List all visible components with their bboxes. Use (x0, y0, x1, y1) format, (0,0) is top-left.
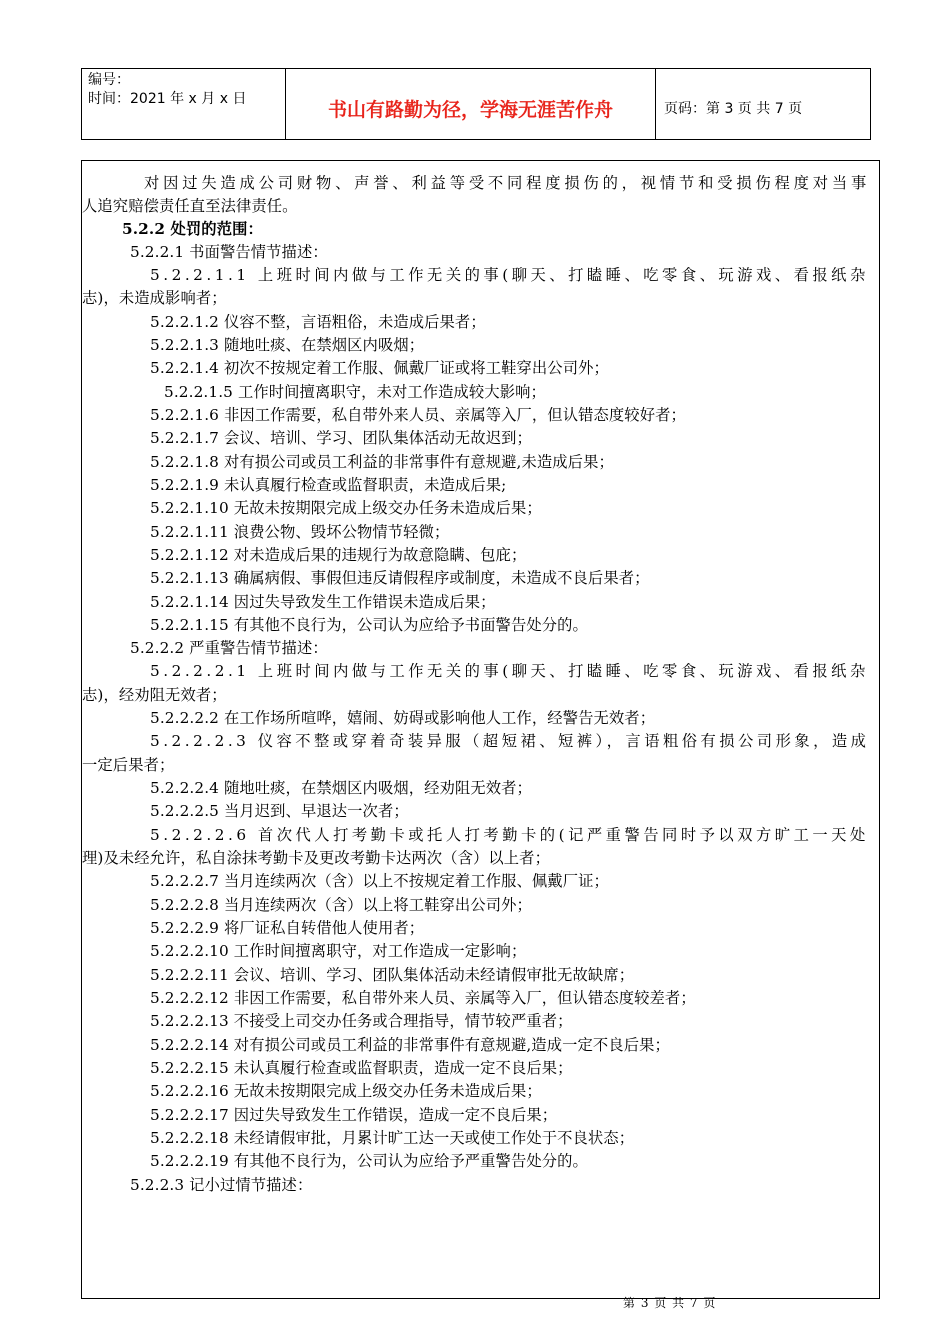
paragraph-line: 5.2.2.1 书面警告情节描述： (130, 243, 328, 261)
paragraph-line: 5.2.2.1.4 初次不按规定着工作服、佩戴厂证或将工鞋穿出公司外； (150, 359, 609, 377)
paragraph-line: 5.2.2.2.15 未认真履行检查或监督职责，造成一定不良后果； (150, 1059, 573, 1077)
document-number-label: 编号： (88, 72, 130, 88)
paragraph-line: 5.2.2.1.12 对未造成后果的违规行为故意隐瞒、包庇； (150, 546, 527, 564)
paragraph-line: 人追究赔偿责任直至法律责任。 (82, 197, 298, 215)
header-motto: 书山有路勤为径，学海无涯苦作舟 (286, 69, 656, 139)
paragraph-line: 5.2.2.1.5 工作时间擅离职守，未对工作造成较大影响； (164, 383, 546, 401)
paragraph-line: 5.2.2.2.10 工作时间擅离职守，对工作造成一定影响； (150, 942, 527, 960)
paragraph-line: 5.2.2.3 记小过情节描述： (130, 1176, 313, 1194)
paragraph-line: 5.2.2.2.12 非因工作需要，私自带外来人员、亲属等入厂，但认错态度较差者； (150, 989, 696, 1007)
paragraph-line: 5.2.2.2.14 对有损公司或员工利益的非常事件有意规避,造成一定不良后果； (150, 1036, 670, 1054)
paragraph-line: 对因过失造成公司财物、声誉、利益等受不同程度损伤的，视情节和受损伤程度对当事 (144, 174, 871, 192)
paragraph-line: 一定后果者； (82, 756, 175, 774)
paragraph-line: 5.2.2.2.3 仪容不整或穿着奇装异服（超短裙、短裤），言语粗俗有损公司形象，造成 (150, 732, 870, 750)
paragraph-line: 5.2.2.2.11 会议、培训、学习、团队集体活动未经请假审批无故缺席； (150, 966, 635, 984)
paragraph-line: 5.2.2.2.17 因过失导致发生工作错误，造成一定不良后果； (150, 1106, 558, 1124)
paragraph-line: 5.2.2.2.5 当月迟到、早退达一次者； (150, 802, 409, 820)
paragraph-line: 志)，经劝阻无效者； (82, 686, 227, 704)
paragraph-line: 5.2.2.1.1 上班时间内做与工作无关的事(聊天、打瞌睡、吃零食、玩游戏、看报纸杂 (150, 266, 869, 284)
paragraph-line: 5.2.2.1.14 因过失导致发生工作错误未造成后果； (150, 593, 496, 611)
paragraph-line: 5.2.2.2.9 将厂证私自转借他人使用者； (150, 919, 425, 937)
paragraph-line: 5.2.2.1.8 对有损公司或员工利益的非常事件有意规避,未造成后果； (150, 453, 614, 471)
paragraph-line: 5.2.2 处罚的范围： (122, 220, 263, 238)
paragraph-line: 5.2.2.2.18 未经请假审批，月累计旷工达一天或使工作处于不良状态； (150, 1129, 635, 1147)
header-page-info: 页码：第 3 页 共 7 页 (664, 101, 803, 117)
paragraph-line: 5.2.2.1.10 无故未按期限完成上级交办任务未造成后果； (150, 499, 542, 517)
paragraph-line: 5.2.2.2.4 随地吐痰，在禁烟区内吸烟，经劝阻无效者； (150, 779, 532, 797)
paragraph-line: 5.2.2.2.19 有其他不良行为，公司认为应给予严重警告处分的。 (150, 1152, 588, 1170)
paragraph-line: 5.2.2.2.13 不接受上司交办任务或合理指导，情节较严重者； (150, 1012, 573, 1030)
paragraph-line: 5.2.2.1.3 随地吐痰、在禁烟区内吸烟； (150, 336, 425, 354)
paragraph-line: 5.2.2.1.15 有其他不良行为，公司认为应给予书面警告处分的。 (150, 616, 588, 634)
content-box (81, 160, 880, 1299)
paragraph-line: 5.2.2.2.2 在工作场所喧哗，嬉闹、妨碍或影响他人工作，经警告无效者； (150, 709, 656, 727)
paragraph-line: 5.2.2.2.1 上班时间内做与工作无关的事(聊天、打瞌睡、吃零食、玩游戏、看报纸杂 (150, 662, 869, 680)
paragraph-line: 5.2.2.1.6 非因工作需要，私自带外来人员、亲属等入厂，但认错态度较好者； (150, 406, 686, 424)
paragraph-line: 5.2.2.2.8 当月连续两次（含）以上将工鞋穿出公司外； (150, 896, 532, 914)
paragraph-line: 5.2.2.2.6 首次代人打考勤卡或托人打考勤卡的(记严重警告同时予以双方旷工一天处 (150, 826, 869, 844)
paragraph-line: 5.2.2.1.2 仪容不整，言语粗俗，未造成后果者； (150, 313, 486, 331)
paragraph-line: 5.2.2.2 严重警告情节描述： (130, 639, 328, 657)
document-header (81, 68, 871, 140)
header-meta-cell (82, 69, 286, 139)
paragraph-line: 5.2.2.2.16 无故未按期限完成上级交办任务未造成后果； (150, 1082, 542, 1100)
document-date-label: 时间：2021 年 x 月 x 日 (88, 91, 247, 107)
paragraph-line: 5.2.2.1.13 确属病假、事假但违反请假程序或制度，未造成不良后果者； (150, 569, 650, 587)
paragraph-line: 5.2.2.1.11 浪费公物、毁坏公物情节轻微； (150, 523, 450, 541)
paragraph-line: 5.2.2.2.7 当月连续两次（含）以上不按规定着工作服、佩戴厂证； (150, 872, 609, 890)
page-footer: 第 3 页 共 7 页 (623, 1296, 717, 1310)
paragraph-line: 志)，未造成影响者； (82, 289, 227, 307)
paragraph-line: 5.2.2.1.7 会议、培训、学习、团队集体活动无故迟到； (150, 429, 532, 447)
paragraph-line: 理)及未经允许，私自涂抹考勤卡及更改考勤卡达两次（含）以上者； (82, 849, 550, 867)
paragraph-line: 5.2.2.1.9 未认真履行检查或监督职责，未造成后果; (150, 476, 507, 494)
